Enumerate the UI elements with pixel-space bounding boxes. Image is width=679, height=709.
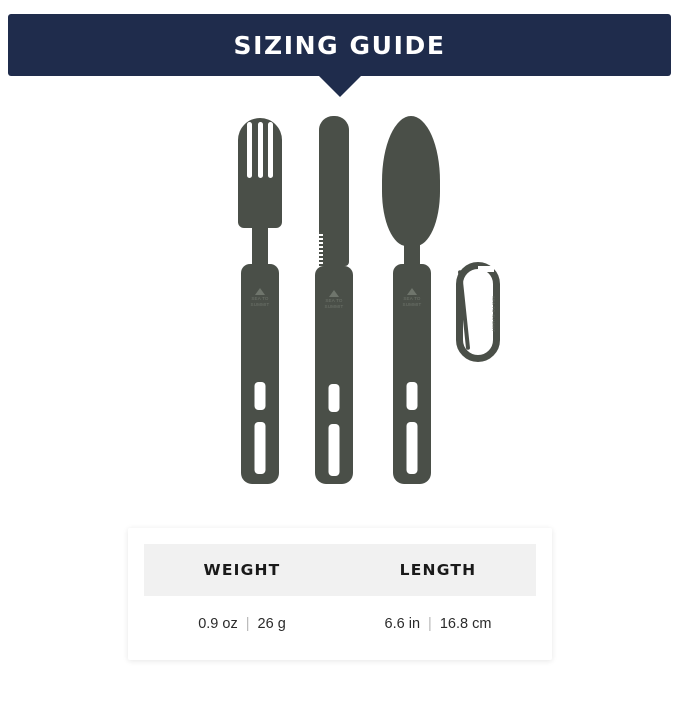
page-title: SIZING GUIDE (233, 30, 446, 60)
knife-serration (319, 234, 323, 270)
cell-weight (144, 596, 340, 638)
carabiner-illustration (450, 262, 506, 362)
length-imperial: 6.6 in (384, 616, 421, 632)
column-header-length: LENGTH (399, 561, 477, 579)
table-row (144, 596, 536, 638)
carabiner-notch (478, 266, 494, 272)
length-metric: 16.8 cm (439, 616, 492, 632)
column-header-weight: WEIGHT (203, 561, 281, 579)
weight-metric: 26 g (257, 616, 286, 632)
spec-table-header-row (144, 544, 536, 596)
brand-logo-carabiner: SEA TO SUMMIT (491, 296, 496, 333)
weight-separator: | (245, 616, 250, 632)
banner-notch-icon (319, 76, 361, 97)
knife-handle (315, 266, 353, 484)
fork-handle (241, 264, 279, 484)
brand-logo-spoon: SEA TO SUMMIT (399, 288, 425, 307)
brand-logo-knife: SEA TO SUMMIT (321, 290, 347, 309)
weight-imperial: 0.9 oz (198, 616, 238, 632)
utensil-set (232, 114, 522, 494)
banner-bar (8, 14, 671, 76)
spoon-illustration (382, 114, 442, 484)
brand-logo-fork: SEA TO SUMMIT (247, 288, 273, 307)
spec-table (128, 528, 552, 660)
length-separator: | (428, 616, 432, 632)
fork-head-icon (238, 118, 282, 228)
product-image (0, 100, 679, 510)
knife-illustration (309, 116, 361, 484)
knife-blade-icon (319, 116, 349, 266)
header-banner (8, 14, 671, 76)
cell-length (340, 596, 536, 638)
fork-illustration (232, 114, 288, 484)
spoon-handle (393, 264, 431, 484)
